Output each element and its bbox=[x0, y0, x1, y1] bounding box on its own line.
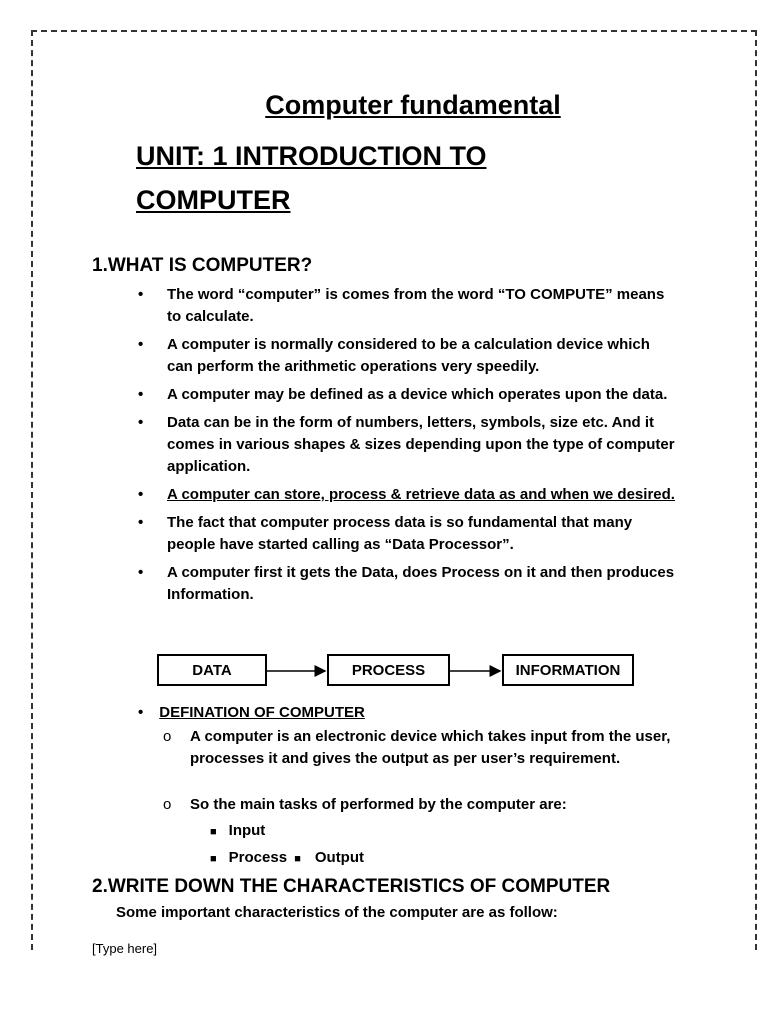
list-item: • A computer can store, process & retrieve data as and when we desired. bbox=[138, 484, 678, 506]
list-item: • Data can be in the form of numbers, letters, symbols, size etc. And it comes in various shapes & sizes depending upon the type of computer application. bbox=[138, 414, 675, 475]
list-item: • A computer first it gets the Data, does Process on it and then produces Information. bbox=[138, 564, 675, 603]
definition-item: o So the main tasks of performed by the computer are: bbox=[163, 794, 683, 816]
list-item: • The fact that computer process data is so fundamental that many people have started calling as “Data Processor”. bbox=[138, 514, 633, 553]
bullet-icon: • bbox=[138, 564, 144, 581]
bullet-icon: • bbox=[138, 414, 144, 431]
unit-heading-line2: COMPUTER bbox=[136, 185, 291, 215]
definition-item: o A computer is an electronic device which takes input from the user, processes it and gives the output as per user’s requirement. bbox=[163, 728, 671, 767]
section-heading-characteristics: 2.WRITE DOWN THE CHARACTERISTICS OF COMPUTER bbox=[92, 876, 611, 897]
list-item: • The word “computer” is comes from the word “TO COMPUTE” means to calculate. bbox=[138, 286, 665, 325]
task-item-output: Output bbox=[314, 849, 365, 866]
list-item: • A computer may be defined as a device which operates upon the data. bbox=[138, 384, 678, 406]
data-flow-diagram bbox=[157, 654, 635, 688]
bullet-icon: • bbox=[138, 386, 144, 403]
circle-bullet-icon: o bbox=[163, 796, 172, 813]
unit-heading bbox=[136, 134, 696, 222]
bullet-icon: • bbox=[138, 286, 144, 303]
footer-placeholder[interactable]: [Type here] bbox=[92, 941, 158, 956]
task-item-input: ■ Input bbox=[210, 822, 266, 839]
bullet-icon: • bbox=[138, 704, 144, 721]
document-title: Computer fundamental bbox=[265, 90, 561, 120]
square-bullet-icon: ■ bbox=[210, 853, 217, 865]
bullet-icon: • bbox=[138, 514, 144, 531]
definition-heading: • DEFINATION OF COMPUTER bbox=[138, 704, 365, 721]
characteristics-intro: Some important characteristics of the computer are as follow: bbox=[116, 904, 558, 921]
flow-box-information: INFORMATION bbox=[502, 654, 634, 686]
flow-box-process: PROCESS bbox=[327, 654, 450, 686]
section-heading-what-is-computer: 1.WHAT IS COMPUTER? bbox=[92, 255, 313, 276]
flow-box-data: DATA bbox=[157, 654, 267, 686]
unit-heading-line1: UNIT: 1 INTRODUCTION TO bbox=[136, 141, 487, 171]
definition-bullet-list bbox=[138, 284, 678, 612]
square-bullet-icon: ■ bbox=[294, 853, 301, 865]
task-item-process: ■ Process ■ Output bbox=[210, 849, 365, 866]
flow-arrows bbox=[157, 654, 635, 688]
square-bullet-icon: ■ bbox=[210, 826, 217, 838]
bullet-icon: • bbox=[138, 486, 144, 503]
list-item: • A computer is normally considered to be a calculation device which can perform the arithmetic operations very speedily. bbox=[138, 336, 650, 375]
circle-bullet-icon: o bbox=[163, 728, 172, 745]
bullet-icon: • bbox=[138, 336, 144, 353]
